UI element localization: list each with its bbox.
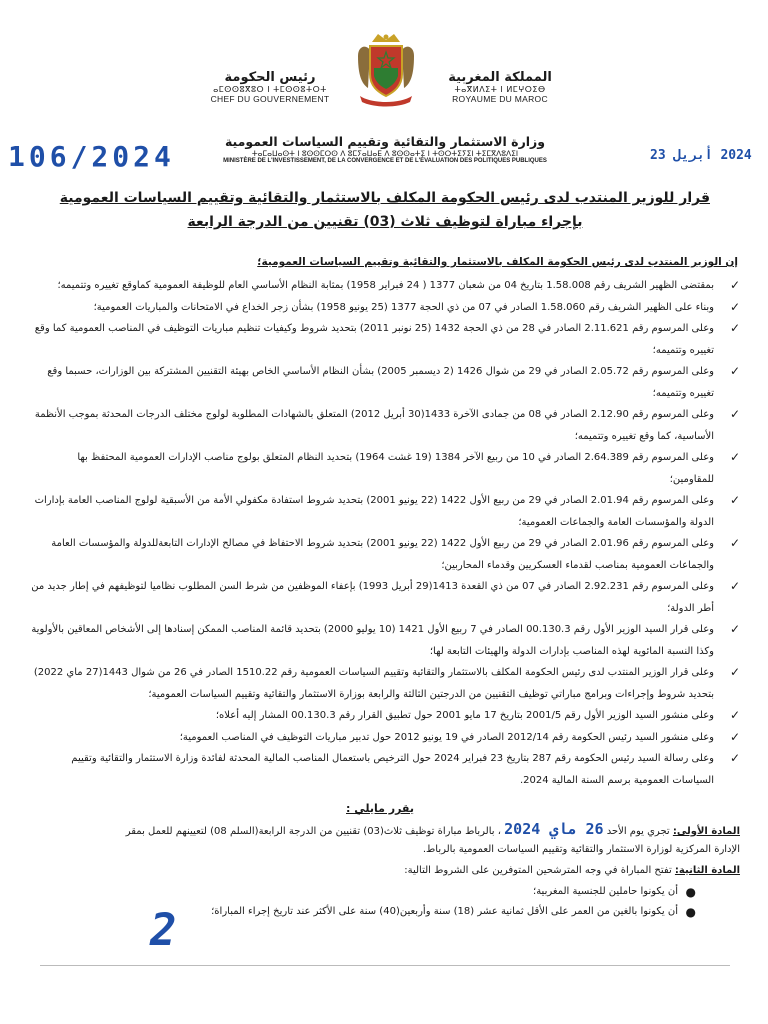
royaume-tifinagh: ⵜⴰⴳⵍⴷⵉⵜ ⵏ ⵍⵎⵖⵔⵉⴱ bbox=[454, 85, 546, 94]
visa-item: ✓ وبناء على الظهير الشريف رقم 1.58.060 الصادر في 07 من ذي الحجة 1377 (25 يونيو 1958) بشأن زجر الخداع في الامتحانات والمباريات العمومية؛ bbox=[30, 297, 740, 319]
handwritten-page-mark: 2 bbox=[150, 905, 177, 956]
royal-emblem-icon bbox=[352, 28, 420, 110]
checkmark-icon: ✓ bbox=[729, 364, 740, 378]
bullet-icon: ● bbox=[685, 885, 696, 899]
condition-item: ● أن يكونوا بالغين من العمر على الأقل ثمانية عشر (18) سنة وأربعين(40) سنة على الأكثر عند تاريخ إجراء المباراة؛ bbox=[30, 902, 700, 922]
article-1 bbox=[30, 820, 740, 859]
article-1-handwritten-date: 26 ماي 2024 bbox=[504, 820, 604, 838]
ministry-name-ar: وزارة الاستثمار والتقائية وتقييم السياسات العمومية bbox=[224, 134, 546, 149]
preamble: إن الوزير المنتدب لدى رئيس الحكومة المكلف بالاستثمار والتقائية وتقييم السياسات العمومية؛ bbox=[257, 256, 738, 268]
article-2 bbox=[30, 862, 740, 880]
royaume-ar: المملكة المغربية bbox=[448, 70, 552, 85]
visa-item: ✓ وعلى قرار الوزير المنتدب لدى رئيس الحكومة المكلف بالاستثمار والتقائية وتقييم السياسات العمومية رقم 1510.22 الصادر في 26 من شوال 1443(27 ماي 2022) بتحديد شروط وإجراءات وبرامج مباراتي توظيف التقنيين من الدرجتين الثالثة والرابعة بوزارة الاستثمار والتقائية وتقييم السياسات العمومية؛ bbox=[30, 662, 740, 705]
checkmark-icon: ✓ bbox=[729, 493, 740, 507]
date-stamp: 2024 أبريل 23 bbox=[650, 148, 752, 163]
chef-gouvernement-fr: CHEF DU GOUVERNEMENT bbox=[210, 94, 330, 104]
checkmark-icon: ✓ bbox=[729, 536, 740, 550]
reference-number: 106/2024 bbox=[8, 140, 175, 173]
visa-item: ✓ وعلى منشور السيد الوزير الأول رقم 2001/5 بتاريخ 17 مايو 2001 حول تطبيق القرار رقم 00.130.3 المشار إليه أعلاه؛ bbox=[30, 705, 740, 727]
document-title-line1: قرار للوزير المنتدب لدى رئيس الحكومة المكلف بالاستثمار والتقائية وتقييم السياسات العمومية bbox=[59, 190, 710, 206]
bullet-icon: ● bbox=[685, 905, 696, 919]
article-1-text-c: الإدارة المركزية لوزارة الاستثمار والتقائية وتقييم السياسات العمومية بالرباط. bbox=[422, 844, 740, 855]
article-1-text-b: ، بالرباط مباراة توظيف ثلاث(03) تقنيين من الدرجة الرابعة(السلم 08) لتعيينهم للعمل بمقر bbox=[125, 826, 501, 837]
visa-item: ✓ وعلى المرسوم رقم 2.05.72 الصادر في 29 من شوال 1426 (2 ديسمبر 2005) بشأن النظام الأساسي الخاص بهيئة التقنيين المشتركة بين الوزارات، حسبما وقع تغييره وتتميمه؛ bbox=[30, 361, 740, 404]
visa-item: ✓ وعلى المرسوم رقم 2.64.389 الصادر في 10 من ربيع الآخر 1384 (19 غشت 1964) بتحديد النظام المتعلق بولوج مناصب الإدارات العمومية المحتفظ بها للمقاومين؛ bbox=[30, 447, 740, 490]
visa-item: ✓ وعلى قرار السيد الوزير الأول رقم 00.130.3 الصادر في 7 ربيع الأول 1421 (10 يوليو 2000) بتحديد قائمة المناصب الممكن إسنادها إلى الأشخاص المعاقين بالأولوية وكذا النسبة المائوية لهذه المناصب بإدارات الدولة والهيئات التابعة لها؛ bbox=[30, 619, 740, 662]
document-title-line2: بإجراء مباراة لتوظيف ثلاث (03) تقنيين من الدرجة الرابعة bbox=[187, 214, 583, 230]
checkmark-icon: ✓ bbox=[729, 622, 740, 636]
checkmark-icon: ✓ bbox=[729, 729, 740, 744]
checkmark-icon: ✓ bbox=[729, 299, 740, 314]
checkmark-icon: ✓ bbox=[729, 751, 740, 765]
condition-item: ● أن يكونوا حاملين للجنسية المغربية؛ bbox=[30, 882, 700, 902]
checkmark-icon: ✓ bbox=[729, 407, 740, 421]
visa-item: ✓ وعلى المرسوم رقم 2.92.231 الصادر في 07 من ذي القعدة 1413(29 أبريل 1993) بإعفاء الموظفين من شرط السن المطلوب نظاميا لتوظيفهم في إطار جديد من أطر الدولة؛ bbox=[30, 576, 740, 619]
checkmark-icon: ✓ bbox=[729, 665, 740, 679]
visa-item: ✓ وعلى المرسوم رقم 2.01.94 الصادر في 29 من ربيع الأول 1422 (22 يونيو 2001) بتحديد شروط استفادة مكفولي الأمة من الأسبقية لولوج المناصب العامة بإدارات الدولة والمؤسسات العامة والجماعات العمومية؛ bbox=[30, 490, 740, 533]
checkmark-icon: ✓ bbox=[729, 321, 740, 335]
chef-gouvernement-tifinagh: ⴰⵎⵙⵙⵓⴳⵓⵔ ⵏ ⵜⵎⵙⵙⵓⵜⵔⵜ bbox=[213, 85, 327, 94]
visa-item: ✓ وعلى المرسوم رقم 2.12.90 الصادر في 08 من جمادى الآخرة 1433(30 أبريل 2012) المتعلق بالشهادات المطلوبة لولوج مختلف الدرجات المحدثة بموجب الأنظمة الأساسية، كما وقع تغييره وتتميمه؛ bbox=[30, 404, 740, 447]
article-2-text: تفتح المباراة في وجه المترشحين المتوفرين على الشروط التالية: bbox=[404, 865, 672, 876]
ministry-name-fr: MINISTÈRE DE L'INVESTISSEMENT, DE LA CONVERGENCE ET DE L'ÉVALUATION DES POLITIQUES PUBLIQUES bbox=[223, 158, 547, 164]
article-1-text-a: تجري يوم الأحد bbox=[606, 826, 670, 837]
visa-item: ✓ بمقتضى الظهير الشريف رقم 1.58.008 بتاريخ 04 من شعبان 1377 ( 24 فبراير 1958) بمثابة النظام الأساسي العام للوظيفة العمومية كماوقع تغييره وتتميمه؛ bbox=[30, 275, 740, 297]
visa-item: ✓ وعلى رسالة السيد رئيس الحكومة رقم 287 بتاريخ 23 فبراير 2024 حول الترخيص باستعمال المناصب المالية المحدثة لفائدة وزارة الاستثمار والتقائية وتقييم السياسات العمومية برسم السنة المالية 2024. bbox=[30, 748, 740, 791]
visa-item: ✓ وعلى المرسوم رقم 2.01.96 الصادر في 29 من ربيع الأول 1422 (22 يونيو 2001) بتحديد شروط الاحتفاظ في مصالح الإدارات التابعةللدولة والمؤسسات العامة والجماعات العمومية بمناصب لقدماء العسكريين وقدماء المحاربين؛ bbox=[30, 533, 740, 576]
checkmark-icon: ✓ bbox=[729, 708, 740, 722]
royaume-fr: ROYAUME DU MAROC bbox=[452, 94, 548, 104]
checkmark-icon: ✓ bbox=[729, 579, 740, 593]
article-1-label: المادة الأولى: bbox=[672, 826, 740, 837]
chef-gouvernement-ar: رئيس الحكومة bbox=[224, 70, 316, 85]
header-right-block bbox=[440, 70, 560, 104]
decides-heading: يقرر مايلي : bbox=[346, 802, 414, 815]
visa-item: ✓ وعلى منشور السيد رئيس الحكومة رقم 2012/14 الصادر في 19 يونيو 2012 حول تدبير مباريات التوظيف في المناصب العمومية؛ bbox=[30, 727, 740, 749]
visas-list bbox=[30, 275, 740, 791]
visa-item: ✓ وعلى المرسوم رقم 2.11.621 الصادر في 28 من ذي الحجة 1432 (25 نونبر 2011) بتحديد شروط وكيفيات تنظيم مباريات التوظيف في المناصب العمومية كما وقع تغييره وتتميمه؛ bbox=[30, 318, 740, 361]
article-2-label: المادة الثانية: bbox=[674, 865, 740, 876]
ministry-name-tifinagh: ⵜⴰⵎⴰⵡⴰⵙⵜ ⵏ ⵓⵙⵙⵎⵔⵙ ⴷ ⵓⵎⵢⴰⵡⴰⴹ ⴷ ⵓⵙⵙⴰⵜⵉ ⵏ ⵜⵙⵔⵜⵉⵢⵉⵏ ⵜⵉⵎⴳⴷⵓⴷⵉⵏ bbox=[251, 149, 519, 158]
ministry-block bbox=[205, 134, 565, 164]
conditions-list bbox=[30, 882, 700, 922]
footer-divider bbox=[40, 965, 730, 966]
header-left-block bbox=[205, 70, 335, 104]
checkmark-icon: ✓ bbox=[729, 450, 740, 464]
checkmark-icon: ✓ bbox=[729, 278, 740, 292]
